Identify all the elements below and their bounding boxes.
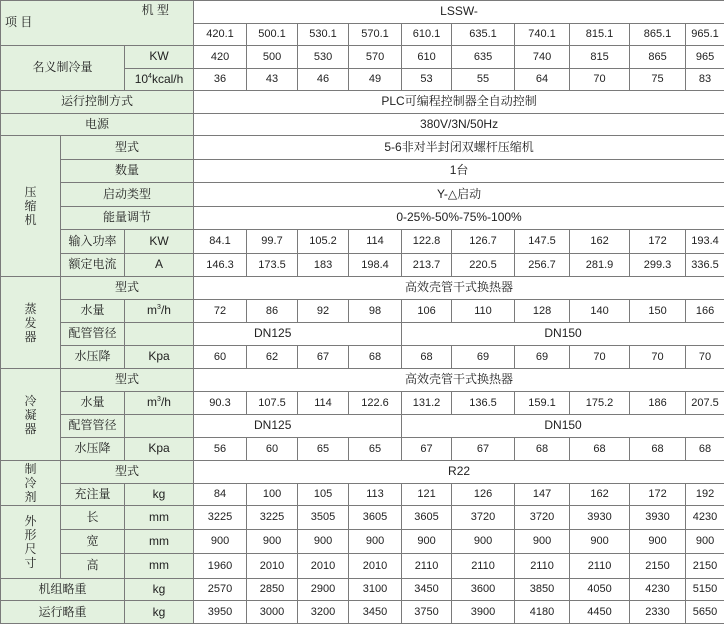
value-cell: 336.5 (686, 253, 724, 277)
value-cell: 3225 (247, 506, 298, 530)
refrigerant-charge-unit: kg (125, 483, 194, 506)
value-cell: 83 (686, 68, 724, 91)
refrigerant-type-label: 型式 (61, 461, 194, 484)
value-cell: 46 (298, 68, 349, 91)
cond-unit-sup: 3 (157, 396, 161, 404)
value-cell: 113 (349, 483, 402, 506)
value-cell: 3850 (515, 578, 570, 601)
compressor-input-unit: KW (125, 230, 194, 254)
value-cell: 198.4 (349, 253, 402, 277)
value-cell: 965.1 (686, 23, 724, 46)
dimensions-char: 尺 (24, 541, 37, 556)
value-cell: 220.5 (452, 253, 515, 277)
value-cell: 128 (515, 299, 570, 323)
compressor-current-label: 额定电流 (61, 253, 125, 277)
compressor-group-label (1, 136, 61, 277)
capacity-label: 名义制冷量 (1, 46, 125, 91)
value-cell: 213.7 (402, 253, 452, 277)
cond-unit-suffix: /h (160, 395, 171, 410)
value-cell: 175.2 (570, 391, 630, 415)
kcal-unit-prefix: 10 (134, 71, 149, 86)
evaporator-pipe-b: DN150 (402, 323, 724, 346)
value-cell: 105.2 (298, 230, 349, 254)
value-cell: 147.5 (515, 230, 570, 254)
cond-unit-prefix: m (147, 395, 158, 410)
value-cell: 162 (570, 230, 630, 254)
value-cell: 60 (247, 437, 298, 461)
dimensions-group-label (1, 506, 61, 579)
evap-unit-prefix: m (147, 303, 158, 318)
value-cell: 86 (247, 299, 298, 323)
compressor-qty-value: 1台 (194, 159, 724, 183)
value-cell: 740.1 (515, 23, 570, 46)
compressor-input-label: 输入功率 (61, 230, 125, 254)
value-cell: 36 (194, 68, 247, 91)
value-cell: 147 (515, 483, 570, 506)
value-cell: 69 (452, 345, 515, 369)
condenser-pipe-a: DN125 (194, 415, 402, 438)
value-cell: 2150 (630, 554, 686, 579)
value-cell: 146.3 (194, 253, 247, 277)
value-cell: 3200 (298, 601, 349, 624)
condenser-group-label (1, 369, 61, 461)
kcal-unit-suffix: kcal/h (151, 71, 184, 86)
dimensions-height-unit: mm (125, 554, 194, 579)
refrigerant-type-value: R22 (194, 461, 724, 484)
value-cell: 2110 (570, 554, 630, 579)
evaporator-pipe-a: DN125 (194, 323, 402, 346)
header-corner-cell (1, 1, 194, 46)
power-value: 380V/3N/50Hz (194, 113, 724, 136)
value-cell: 98 (349, 299, 402, 323)
value-cell: 172 (630, 483, 686, 506)
condenser-type-label: 型式 (61, 369, 194, 392)
value-cell: 2150 (686, 554, 724, 579)
value-cell: 256.7 (515, 253, 570, 277)
dimensions-char: 形 (24, 527, 37, 542)
value-cell: 2110 (515, 554, 570, 579)
value-cell: 60 (194, 345, 247, 369)
value-cell: 420 (194, 46, 247, 69)
value-cell: 4230 (686, 506, 724, 530)
evaporator-drop-label: 水压降 (61, 345, 125, 369)
value-cell: 140 (570, 299, 630, 323)
value-cell: 570.1 (349, 23, 402, 46)
value-cell: 186 (630, 391, 686, 415)
value-cell: 2010 (247, 554, 298, 579)
value-cell: 900 (298, 529, 349, 554)
value-cell: 84 (194, 483, 247, 506)
dimensions-length-label: 长 (61, 506, 125, 530)
value-cell: 5150 (686, 578, 724, 601)
value-cell: 70 (686, 345, 724, 369)
value-cell: 43 (247, 68, 298, 91)
run-weight-unit: kg (125, 601, 194, 624)
value-cell: 3605 (402, 506, 452, 530)
value-cell: 114 (349, 230, 402, 254)
value-cell: 70 (570, 68, 630, 91)
compressor-reg-value: 0-25%-50%-75%-100% (194, 206, 724, 230)
model-label: 机 型 (141, 3, 170, 17)
compressor-type-label: 型式 (61, 136, 194, 160)
condenser-drop-unit: Kpa (125, 437, 194, 461)
refrigerant-char: 制 (24, 462, 37, 477)
value-cell: 131.2 (402, 391, 452, 415)
value-cell: 136.5 (452, 391, 515, 415)
unit-weight-unit: kg (125, 578, 194, 601)
value-cell: 193.4 (686, 230, 724, 254)
evaporator-char: 器 (24, 329, 37, 344)
value-cell: 900 (515, 529, 570, 554)
value-cell: 121 (402, 483, 452, 506)
value-cell: 207.5 (686, 391, 724, 415)
dimensions-width-unit: mm (125, 529, 194, 554)
value-cell: 68 (570, 437, 630, 461)
dimensions-char: 外 (24, 513, 37, 528)
condenser-char: 冷 (24, 393, 37, 408)
value-cell: 4450 (570, 601, 630, 624)
value-cell: 92 (298, 299, 349, 323)
value-cell: 3100 (349, 578, 402, 601)
power-label: 电源 (1, 113, 194, 136)
value-cell: 2330 (630, 601, 686, 624)
dimensions-char: 寸 (24, 555, 37, 570)
value-cell: 3930 (570, 506, 630, 530)
value-cell: 166 (686, 299, 724, 323)
value-cell: 965 (686, 46, 724, 69)
value-cell: 2010 (349, 554, 402, 579)
value-cell: 815.1 (570, 23, 630, 46)
value-cell: 900 (247, 529, 298, 554)
value-cell: 2850 (247, 578, 298, 601)
value-cell: 53 (402, 68, 452, 91)
value-cell: 900 (452, 529, 515, 554)
condenser-drop-label: 水压降 (61, 437, 125, 461)
compressor-char: 机 (24, 213, 37, 228)
evaporator-pipe-label: 配管管径 (61, 323, 125, 346)
value-cell: 68 (402, 345, 452, 369)
value-cell: 107.5 (247, 391, 298, 415)
value-cell: 865 (630, 46, 686, 69)
value-cell: 900 (402, 529, 452, 554)
value-cell: 740 (515, 46, 570, 69)
refrigerant-group-label (1, 461, 61, 506)
refrigerant-char: 冷 (24, 476, 37, 491)
value-cell: 62 (247, 345, 298, 369)
value-cell: 3450 (402, 578, 452, 601)
dimensions-width-label: 宽 (61, 529, 125, 554)
value-cell: 3950 (194, 601, 247, 624)
value-cell: 900 (349, 529, 402, 554)
value-cell: 3450 (349, 601, 402, 624)
value-cell: 68 (686, 437, 724, 461)
value-cell: 610 (402, 46, 452, 69)
value-cell: 3720 (515, 506, 570, 530)
capacity-kw-unit: KW (125, 46, 194, 69)
value-cell: 68 (349, 345, 402, 369)
capacity-kcal-unit (125, 68, 194, 91)
value-cell: 126 (452, 483, 515, 506)
kcal-unit-sup: 4 (148, 72, 152, 80)
value-cell: 110 (452, 299, 515, 323)
condenser-char: 凝 (24, 407, 37, 422)
value-cell: 3505 (298, 506, 349, 530)
value-cell: 530 (298, 46, 349, 69)
value-cell: 70 (570, 345, 630, 369)
condenser-char: 器 (24, 421, 37, 436)
value-cell: 2010 (298, 554, 349, 579)
value-cell: 68 (515, 437, 570, 461)
evaporator-type-label: 型式 (61, 277, 194, 300)
series-title: LSSW- (194, 1, 724, 24)
value-cell: 173.5 (247, 253, 298, 277)
control-value: PLC可编程控制器全自动控制 (194, 91, 724, 114)
dimensions-height-label: 高 (61, 554, 125, 579)
evap-unit-sup: 3 (157, 304, 161, 312)
value-cell: 3900 (452, 601, 515, 624)
condenser-pipe-label: 配管管径 (61, 415, 125, 438)
unit-weight-label: 机组略重 (1, 578, 125, 601)
value-cell: 72 (194, 299, 247, 323)
value-cell: 67 (452, 437, 515, 461)
value-cell: 49 (349, 68, 402, 91)
compressor-type-value: 5-6非对半封闭双螺杆压缩机 (194, 136, 724, 160)
compressor-start-label: 启动类型 (61, 183, 194, 207)
evaporator-char: 发 (24, 315, 37, 330)
value-cell: 900 (570, 529, 630, 554)
compressor-char: 压 (24, 185, 37, 200)
compressor-start-value: Y-△启动 (194, 183, 724, 207)
compressor-current-unit: A (125, 253, 194, 277)
value-cell: 106 (402, 299, 452, 323)
compressor-char: 缩 (24, 199, 37, 214)
value-cell: 3600 (452, 578, 515, 601)
condenser-pipe-b: DN150 (402, 415, 724, 438)
value-cell: 281.9 (570, 253, 630, 277)
value-cell: 4050 (570, 578, 630, 601)
evap-unit-suffix: /h (160, 303, 171, 318)
value-cell: 159.1 (515, 391, 570, 415)
value-cell: 68 (630, 437, 686, 461)
value-cell: 299.3 (630, 253, 686, 277)
value-cell: 114 (298, 391, 349, 415)
value-cell: 150 (630, 299, 686, 323)
value-cell: 635 (452, 46, 515, 69)
condenser-water-label: 水量 (61, 391, 125, 415)
value-cell: 64 (515, 68, 570, 91)
value-cell: 84.1 (194, 230, 247, 254)
evaporator-water-unit (125, 299, 194, 323)
value-cell: 122.8 (402, 230, 452, 254)
evaporator-type-value: 高效壳管干式换热器 (194, 277, 724, 300)
value-cell: 3750 (402, 601, 452, 624)
value-cell: 67 (298, 345, 349, 369)
value-cell: 183 (298, 253, 349, 277)
evaporator-char: 蒸 (24, 301, 37, 316)
evaporator-drop-unit: Kpa (125, 345, 194, 369)
value-cell: 126.7 (452, 230, 515, 254)
value-cell: 69 (515, 345, 570, 369)
value-cell: 815 (570, 46, 630, 69)
value-cell: 65 (298, 437, 349, 461)
value-cell: 4230 (630, 578, 686, 601)
value-cell: 1960 (194, 554, 247, 579)
value-cell: 90.3 (194, 391, 247, 415)
value-cell: 420.1 (194, 23, 247, 46)
value-cell: 162 (570, 483, 630, 506)
value-cell: 65 (349, 437, 402, 461)
compressor-qty-label: 数量 (61, 159, 194, 183)
value-cell: 192 (686, 483, 724, 506)
value-cell: 900 (194, 529, 247, 554)
value-cell: 3225 (194, 506, 247, 530)
value-cell: 3930 (630, 506, 686, 530)
value-cell: 122.6 (349, 391, 402, 415)
value-cell: 105 (298, 483, 349, 506)
value-cell: 99.7 (247, 230, 298, 254)
value-cell: 4180 (515, 601, 570, 624)
value-cell: 2570 (194, 578, 247, 601)
value-cell: 172 (630, 230, 686, 254)
value-cell: 900 (686, 529, 724, 554)
control-label: 运行控制方式 (1, 91, 194, 114)
value-cell: 900 (630, 529, 686, 554)
refrigerant-charge-label: 充注量 (61, 483, 125, 506)
value-cell: 865.1 (630, 23, 686, 46)
condenser-water-unit (125, 391, 194, 415)
value-cell: 500 (247, 46, 298, 69)
value-cell: 3000 (247, 601, 298, 624)
value-cell: 5650 (686, 601, 724, 624)
condenser-type-value: 高效壳管干式换热器 (194, 369, 724, 392)
value-cell: 55 (452, 68, 515, 91)
condenser-pipe-unit-empty (125, 415, 194, 438)
evaporator-group-label (1, 277, 61, 369)
run-weight-label: 运行略重 (1, 601, 125, 624)
value-cell: 2900 (298, 578, 349, 601)
value-cell: 610.1 (402, 23, 452, 46)
value-cell: 570 (349, 46, 402, 69)
value-cell: 3605 (349, 506, 402, 530)
value-cell: 67 (402, 437, 452, 461)
value-cell: 635.1 (452, 23, 515, 46)
evaporator-pipe-unit-empty (125, 323, 194, 346)
item-label: 项 目 (5, 15, 33, 29)
refrigerant-char: 剂 (24, 490, 37, 505)
evaporator-water-label: 水量 (61, 299, 125, 323)
value-cell: 3720 (452, 506, 515, 530)
dimensions-length-unit: mm (125, 506, 194, 530)
value-cell: 530.1 (298, 23, 349, 46)
value-cell: 100 (247, 483, 298, 506)
compressor-reg-label: 能量调节 (61, 206, 194, 230)
value-cell: 70 (630, 345, 686, 369)
value-cell: 75 (630, 68, 686, 91)
value-cell: 2110 (402, 554, 452, 579)
value-cell: 500.1 (247, 23, 298, 46)
value-cell: 56 (194, 437, 247, 461)
value-cell: 2110 (452, 554, 515, 579)
